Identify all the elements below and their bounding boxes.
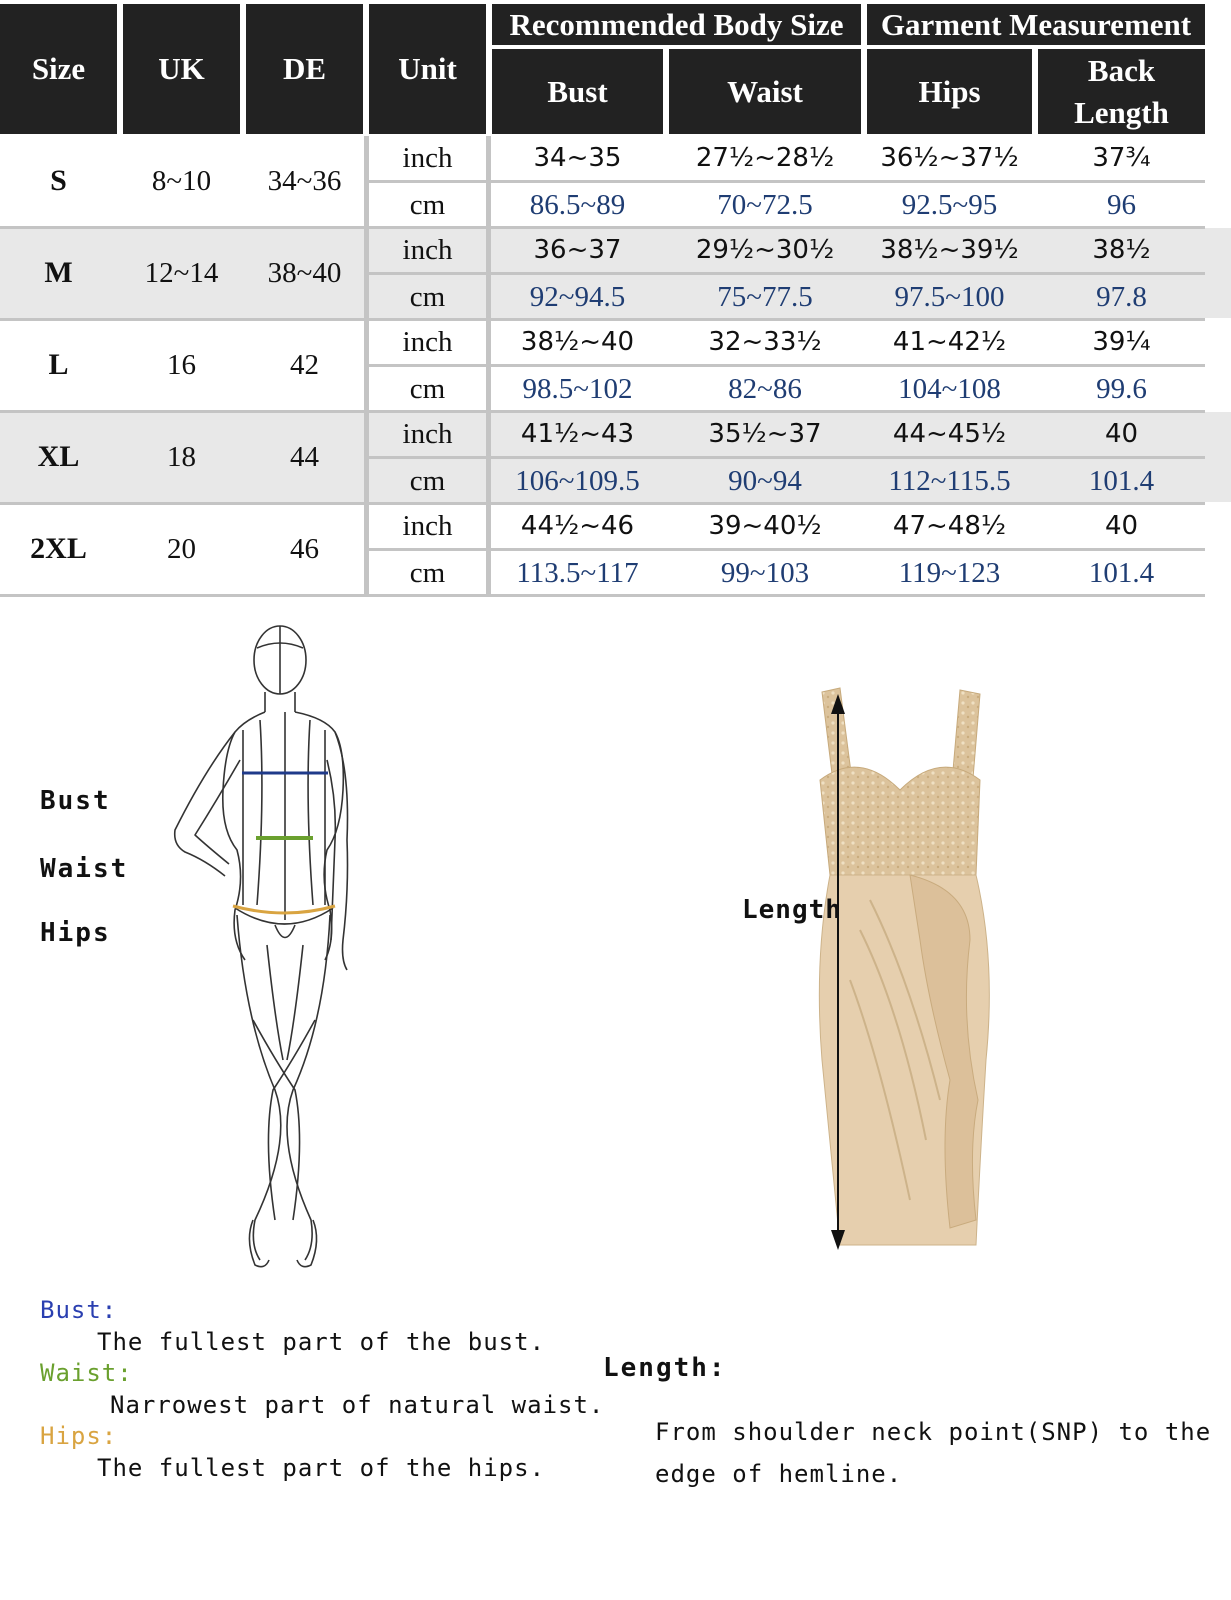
cell-bust-cm: 113.5~117 — [516, 556, 639, 589]
header-unit: Unit — [369, 4, 486, 134]
cell-size: S — [50, 164, 67, 197]
cell-bust-inch: 36~37 — [533, 235, 622, 265]
cell-de: 34~36 — [267, 164, 342, 197]
cell-de: 42 — [290, 348, 319, 381]
cell-waist-inch: 27½~28½ — [695, 143, 835, 173]
cell-back-inch: 37¾ — [1092, 143, 1151, 173]
cell-de: 44 — [290, 440, 319, 473]
header-de: DE — [246, 4, 363, 134]
cell-waist-inch: 35½~37 — [708, 419, 822, 449]
cell-back-cm: 101.4 — [1088, 556, 1155, 589]
dress-length-label: Length — [742, 895, 842, 925]
cell-hips-cm: 92.5~95 — [901, 188, 998, 221]
cell-uk: 12~14 — [144, 256, 219, 289]
cell-unit-inch: inch — [402, 509, 453, 542]
definition-length-text-1: From shoulder neck point(SNP) to the — [655, 1418, 1212, 1446]
cell-hips-inch: 44~45½ — [892, 419, 1007, 449]
figure-label-waist: Waist — [40, 854, 129, 884]
cell-uk: 16 — [167, 348, 196, 381]
cell-unit-cm: cm — [409, 556, 446, 589]
header-garment-measurement: Garment Measurement — [867, 4, 1205, 45]
cell-hips-inch: 38½~39½ — [880, 235, 1019, 265]
figure-label-hips: Hips — [40, 918, 111, 948]
cell-waist-cm: 75~77.5 — [717, 280, 813, 313]
cell-back-inch: 38½ — [1092, 235, 1151, 265]
cell-unit-cm: cm — [409, 372, 446, 405]
cell-bust-inch: 44½~46 — [520, 511, 635, 541]
cell-uk: 8~10 — [151, 164, 212, 197]
cell-de: 38~40 — [267, 256, 342, 289]
cell-bust-inch: 34~35 — [533, 143, 622, 173]
header-hips: Hips — [867, 49, 1032, 134]
cell-uk: 20 — [167, 532, 196, 565]
cell-hips-inch: 47~48½ — [892, 511, 1007, 541]
cell-unit-inch: inch — [402, 325, 453, 358]
header-recommended-body-size: Recommended Body Size — [492, 4, 861, 45]
definition-waist-title: Waist: — [40, 1359, 133, 1387]
figure-label-bust: Bust — [40, 786, 111, 816]
cell-size: L — [48, 348, 69, 381]
definition-hips-text: The fullest part of the hips. — [97, 1454, 546, 1482]
header-bust: Bust — [492, 49, 663, 134]
cell-back-cm: 99.6 — [1096, 372, 1147, 405]
cell-back-cm: 97.8 — [1096, 280, 1147, 313]
cell-bust-inch: 38½~40 — [520, 327, 635, 357]
header-uk: UK — [123, 4, 240, 134]
definition-waist-text: Narrowest part of natural waist. — [110, 1391, 605, 1419]
cell-unit-inch: inch — [402, 233, 453, 266]
cell-hips-inch: 41~42½ — [892, 327, 1007, 357]
cell-bust-cm: 106~109.5 — [515, 464, 640, 497]
cell-waist-inch: 29½~30½ — [695, 235, 835, 265]
definition-length-text-2: edge of hemline. — [655, 1460, 903, 1488]
definition-hips-title: Hips: — [40, 1422, 118, 1450]
cell-back-inch: 40 — [1104, 419, 1139, 449]
cell-back-cm: 96 — [1107, 188, 1136, 221]
cell-back-inch: 39¼ — [1092, 327, 1151, 357]
definition-bust-title: Bust: — [40, 1296, 118, 1324]
definition-length-title: Length: — [603, 1353, 727, 1383]
cell-unit-inch: inch — [402, 141, 453, 174]
dress-illustration — [800, 680, 1020, 1260]
cell-bust-cm: 98.5~102 — [522, 372, 633, 405]
cell-unit-cm: cm — [409, 280, 446, 313]
cell-unit-cm: cm — [409, 188, 446, 221]
cell-waist-cm: 90~94 — [728, 464, 802, 497]
cell-unit-cm: cm — [409, 464, 446, 497]
cell-bust-cm: 92~94.5 — [529, 280, 626, 313]
cell-hips-cm: 119~123 — [898, 556, 1001, 589]
cell-size: M — [44, 256, 73, 289]
cell-waist-cm: 99~103 — [720, 556, 810, 589]
cell-back-cm: 101.4 — [1088, 464, 1155, 497]
cell-de: 46 — [290, 532, 319, 565]
cell-uk: 18 — [167, 440, 196, 473]
cell-hips-cm: 97.5~100 — [894, 280, 1005, 313]
cell-unit-inch: inch — [402, 417, 453, 450]
cell-size: 2XL — [30, 532, 87, 565]
header-waist: Waist — [669, 49, 861, 134]
cell-waist-inch: 39~40½ — [708, 511, 822, 541]
body-figure-illustration — [165, 620, 405, 1280]
cell-bust-cm: 86.5~89 — [529, 188, 626, 221]
cell-back-inch: 40 — [1104, 511, 1139, 541]
cell-size: XL — [37, 440, 80, 473]
header-size: Size — [0, 4, 117, 134]
cell-waist-cm: 70~72.5 — [717, 188, 813, 221]
cell-hips-cm: 112~115.5 — [888, 464, 1011, 497]
cell-hips-inch: 36½~37½ — [880, 143, 1019, 173]
cell-waist-cm: 82~86 — [728, 372, 802, 405]
header-back-length: Back Length — [1038, 49, 1205, 134]
cell-bust-inch: 41½~43 — [520, 419, 635, 449]
cell-hips-cm: 104~108 — [898, 372, 1001, 405]
definition-bust-text: The fullest part of the bust. — [97, 1328, 546, 1356]
cell-waist-inch: 32~33½ — [708, 327, 822, 357]
